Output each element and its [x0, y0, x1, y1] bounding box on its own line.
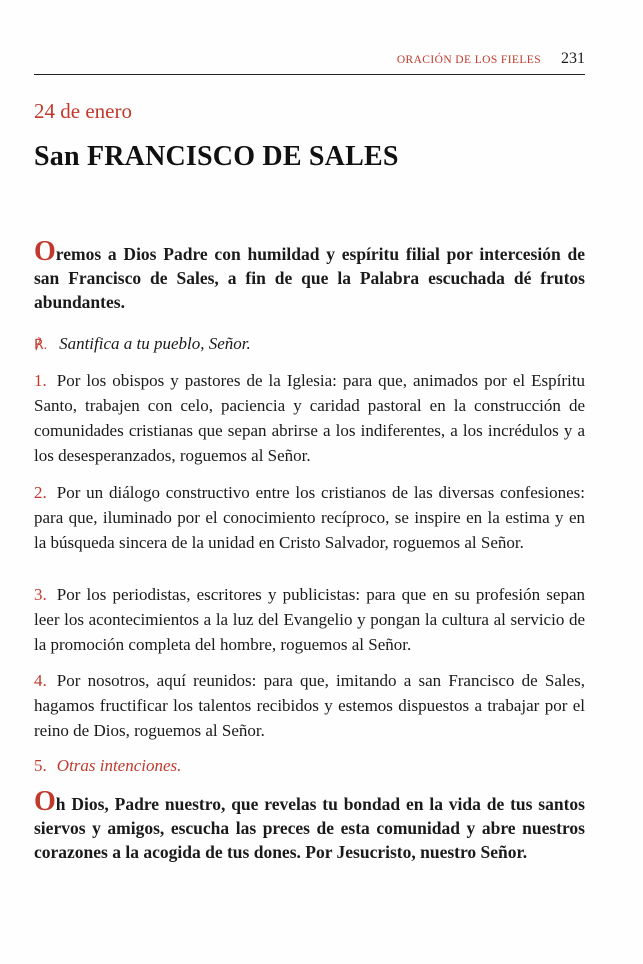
petition-text: Por un diálogo constructivo entre los cristianos de las diversas confesiones: para que, iluminado por el conocimiento recíproco, se inspire en la estima y en la búsqueda sincera de la unidad en Cristo Salvador, roguemos al Señor.	[34, 483, 585, 552]
petition-number: 4.	[34, 671, 47, 690]
petition-3	[34, 582, 585, 657]
other-intentions	[34, 753, 585, 778]
invitation-initial: O	[34, 236, 56, 267]
saint-title: San FRANCISCO DE SALES	[34, 141, 399, 172]
page-header	[34, 48, 585, 75]
feast-date: 24 de enero	[34, 99, 132, 123]
petition-2	[34, 480, 585, 555]
invitation-paragraph	[34, 236, 585, 314]
page-number: 231	[561, 50, 585, 67]
closing-prayer-text: h Dios, Padre nuestro, que revelas tu bondad en la vida de tus santos siervos y amigos, escucha las preces de esta comunidad y abre nuestros corazones a la acogida de tus dones. Por Jesucristo, nuestro Señor.	[34, 794, 585, 862]
closing-prayer-initial: O	[34, 786, 56, 817]
other-intentions-text: Otras intenciones.	[56, 756, 182, 775]
petition-number: 3.	[34, 585, 47, 604]
petition-1	[34, 368, 585, 468]
petition-text: Por nosotros, aquí reunidos: para que, imitando a san Francisco de Sales, hagamos fructificar los talentos recibidos y estemos dispuestos a trabajar por el reino de Dios, roguemos al Señor.	[34, 671, 585, 740]
petition-number: 2.	[34, 483, 47, 502]
invitation-text: remos a Dios Padre con humildad y espíritu filial por intercesión de san Francisco de Sales, a fin de que la Palabra escuchada dé frutos abundantes.	[34, 244, 585, 312]
petition-4	[34, 668, 585, 743]
running-header-title: ORACIÓN DE LOS FIELES	[396, 54, 541, 66]
closing-prayer	[34, 786, 585, 864]
response-text: Santifica a tu pueblo, Señor.	[59, 334, 251, 353]
other-intentions-number: 5.	[34, 756, 47, 775]
response-mark: ℟.	[34, 338, 48, 353]
petition-number: 1.	[34, 371, 47, 390]
petition-text: Por los periodistas, escritores y publicistas: para que en su profesión sepan leer los acontecimientos a la luz del Evangelio y pongan la cultura al servicio de la promoción completa del hombre, roguemos al Señor.	[34, 585, 585, 654]
response-line	[34, 331, 585, 358]
petition-text: Por los obispos y pastores de la Iglesia: para que, animados por el Espíritu Santo, trabajen con celo, paciencia y caridad pastoral en la construcción de comunidades cristianas que sepan abrirse a los indiferentes, a los incrédulos y a los desesperanzados, roguemos al Señor.	[34, 371, 585, 465]
